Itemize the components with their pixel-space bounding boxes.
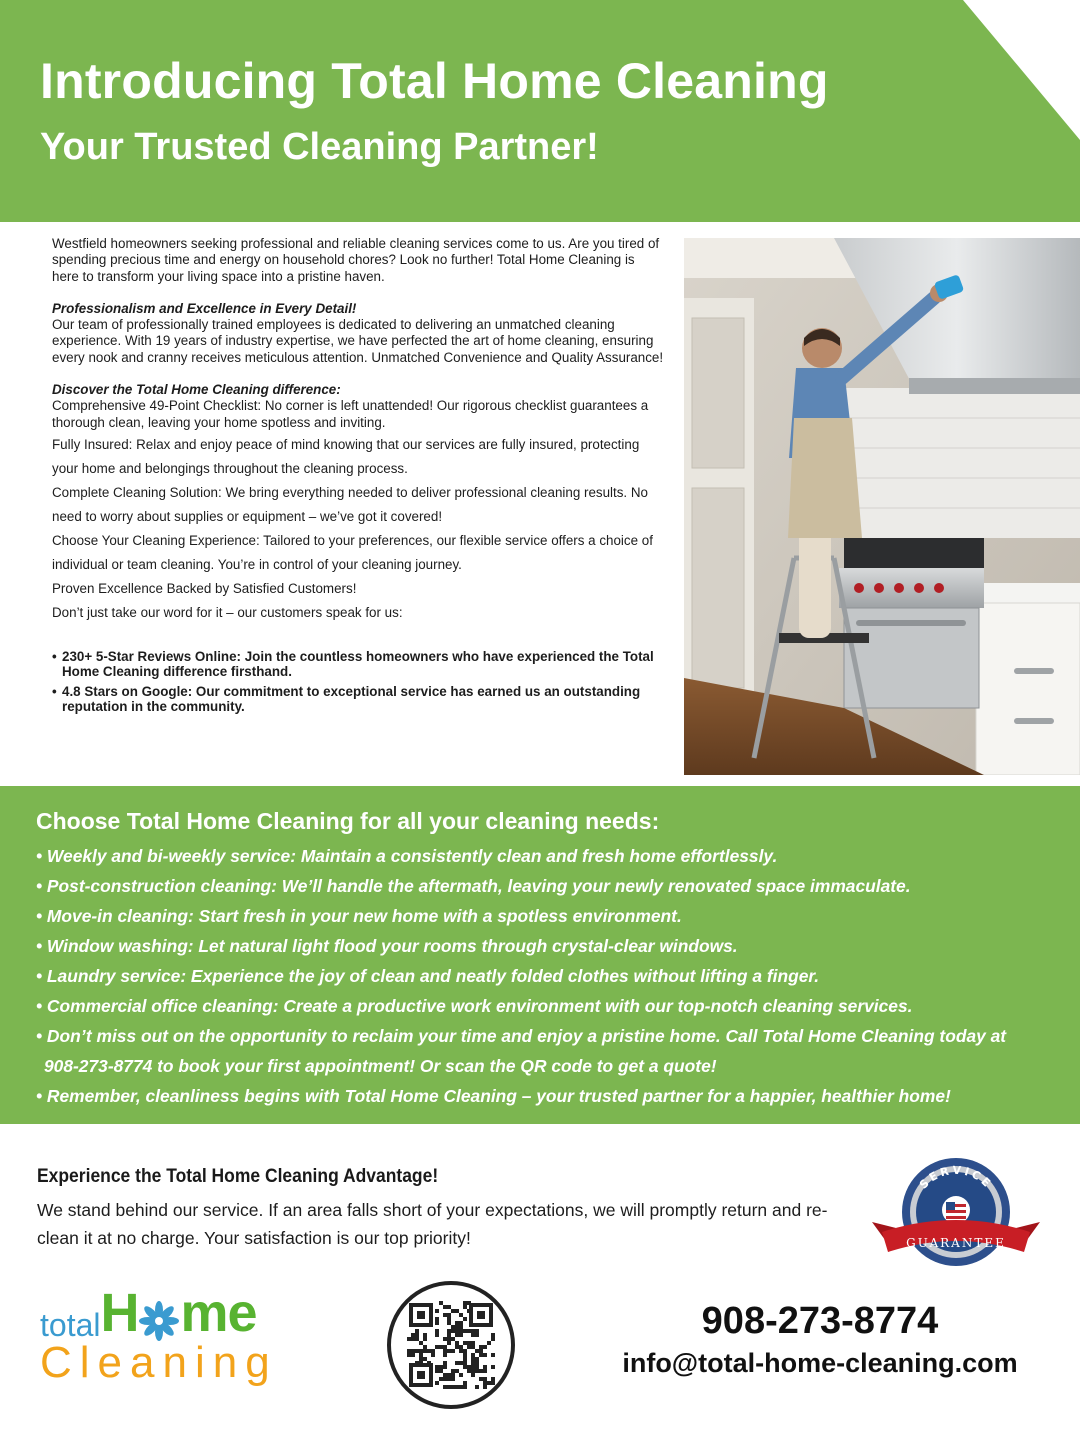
- header-banner: [0, 0, 1080, 222]
- header-background: [0, 0, 1080, 222]
- list-item: • 4.8 Stars on Google: Our commitment to exceptional service has earned us an outstanding reputation in the community.: [52, 684, 664, 715]
- seal-bottom-text: GUARANTEE: [906, 1236, 1006, 1250]
- advantage-heading: Experience the Total Home Cleaning Advantage!: [37, 1166, 439, 1187]
- list-item: • Commercial office cleaning: Create a productive work environment with our top-notch cleaning services.: [36, 996, 913, 1016]
- service-guarantee-seal-icon: [868, 1152, 1044, 1278]
- reviews-list: [52, 649, 664, 715]
- intro-paragraph: Westfield homeowners seeking professional and reliable cleaning services come to us. Are you tired of spending precious time and energy on household chores? Look no further! Total Home Cleaning is here to transform your living space into a pristine haven.: [52, 236, 660, 284]
- page-title: Introducing Total Home Cleaning: [40, 53, 829, 109]
- checklist-text: Comprehensive 49-Point Checklist: No corner is left unattended! Our rigorous checklist guarantees a thorough clean, leaving your home spotless and inviting.: [52, 398, 649, 430]
- difference-heading: Discover the Total Home Cleaning difference:: [52, 382, 341, 398]
- logo-word-total: total: [40, 1307, 101, 1343]
- kitchen-cleaning-photo: [684, 238, 1080, 775]
- list-item: • 230+ 5-Star Reviews Online: Join the countless homeowners who have experienced the Total Home Cleaning difference firsthand.: [52, 649, 664, 680]
- list-item: • Don’t miss out on the opportunity to reclaim your time and enjoy a pristine home. Call Total Home Cleaning today at: [36, 1026, 1007, 1046]
- list-item: 908-273-8774 to book your first appointment! Or scan the QR code to get a quote!: [44, 1056, 717, 1076]
- contact-phone[interactable]: 908-273-8774: [701, 1300, 939, 1342]
- insured-text: Fully Insured: Relax and enjoy peace of mind knowing that our services are fully insured, protecting your home and belongings throughout the cleaning process.: [52, 436, 640, 476]
- professionalism-paragraph: Our team of professionally trained employees is dedicated to delivering an unmatched cleaning experience. With 19 years of industry expertise, we have perfected the art of home cleaning, ensuring every nook and cranny receives meticulous attention. Unmatched Convenience and Quality Assurance!: [52, 317, 664, 365]
- contact-email[interactable]: info@total-home-cleaning.com: [622, 1348, 1018, 1378]
- services-title: Choose Total Home Cleaning for all your cleaning needs:: [36, 808, 660, 834]
- logo-word-cleaning: Cleaning: [40, 1338, 278, 1387]
- flower-icon: [139, 1301, 179, 1341]
- choose-experience-text: Choose Your Cleaning Experience: Tailored to your preferences, our flexible service offers a choice of individual or team cleaning. You’re in control of your cleaning journey.: [52, 532, 653, 572]
- list-item: • Window washing: Let natural light flood your rooms through crystal-clear windows.: [36, 936, 738, 956]
- page-subtitle: Your Trusted Cleaning Partner!: [40, 126, 599, 168]
- qr-code-icon[interactable]: [387, 1281, 515, 1409]
- list-item: • Laundry service: Experience the joy of clean and neatly folded clothes without lifting a finger.: [36, 966, 820, 986]
- list-item: • Remember, cleanliness begins with Total Home Cleaning – your trusted partner for a happier, healthier home!: [36, 1086, 951, 1106]
- intro-column: [52, 236, 664, 719]
- company-logo: [40, 1282, 310, 1402]
- services-band: [0, 786, 1080, 1124]
- advantage-paragraph: We stand behind our service. If an area falls short of your expectations, we will promptly return and re-clean it at no charge. Your satisfaction is our top priority!: [37, 1200, 828, 1248]
- seal-top-text: SERVICE: [916, 1163, 996, 1192]
- list-item: • Weekly and bi-weekly service: Maintain a consistently clean and fresh home effortlessly.: [36, 846, 778, 866]
- logo-letter-h: H: [100, 1283, 139, 1343]
- logo-letters-me: me: [180, 1283, 257, 1343]
- complete-solution-text: Complete Cleaning Solution: We bring everything needed to deliver professional cleaning results. No need to worry about supplies or equipment – we’ve got it covered!: [52, 484, 648, 524]
- proven-excellence-text: Proven Excellence Backed by Satisfied Customers!: [52, 580, 357, 596]
- services-list: [36, 841, 1080, 1111]
- customers-speak-text: Don’t just take our word for it – our customers speak for us:: [52, 604, 403, 620]
- list-item: • Move-in cleaning: Start fresh in your new home with a spotless environment.: [36, 906, 682, 926]
- professionalism-heading: Professionalism and Excellence in Every Detail!: [52, 300, 357, 316]
- list-item: • Post-construction cleaning: We’ll handle the aftermath, leaving your newly renovated space immaculate.: [36, 876, 911, 896]
